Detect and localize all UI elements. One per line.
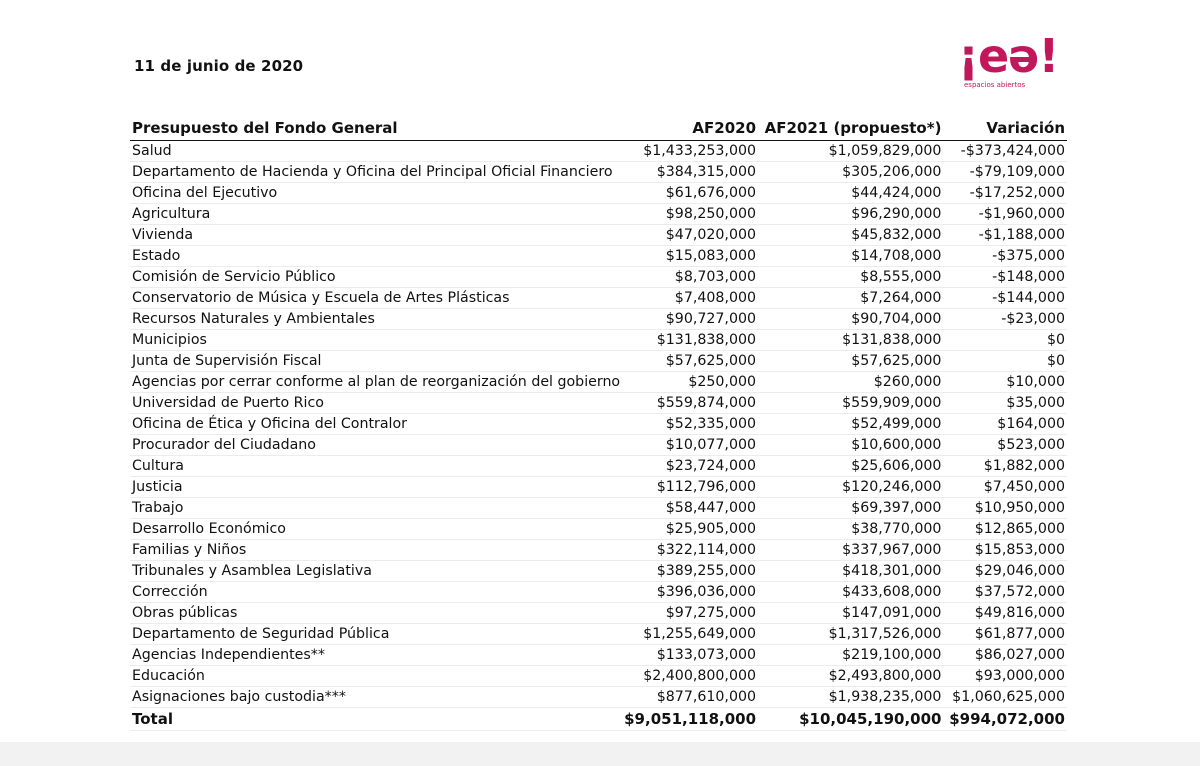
- cell-af2020: $25,905,000: [622, 519, 758, 540]
- espacios-abiertos-logo: [958, 29, 1068, 95]
- cell-agency: Agencias por cerrar conforme al plan de reorganización del gobierno: [130, 372, 622, 393]
- cell-af2021: $305,206,000: [758, 162, 943, 183]
- cell-af2020: $1,433,253,000: [622, 141, 758, 162]
- cell-af2021: $1,317,526,000: [758, 624, 943, 645]
- cell-agency: Departamento de Seguridad Pública: [130, 624, 622, 645]
- cell-agency: Salud: [130, 141, 622, 162]
- cell-af2021: $52,499,000: [758, 414, 943, 435]
- cell-af2021: $131,838,000: [758, 330, 943, 351]
- cell-af2021: $8,555,000: [758, 267, 943, 288]
- total-row: [130, 708, 1067, 731]
- cell-af2020: $90,727,000: [622, 309, 758, 330]
- table-header-row: [130, 117, 1067, 141]
- cell-af2020: $7,408,000: [622, 288, 758, 309]
- cell-variacion: -$373,424,000: [943, 141, 1067, 162]
- cell-variacion: $523,000: [943, 435, 1067, 456]
- cell-agency: Departamento de Hacienda y Oficina del Principal Oficial Financiero: [130, 162, 622, 183]
- cell-agency: Procurador del Ciudadano: [130, 435, 622, 456]
- table-row: [130, 435, 1067, 456]
- cell-agency: Corrección: [130, 582, 622, 603]
- cell-af2020: $322,114,000: [622, 540, 758, 561]
- table-row: [130, 624, 1067, 645]
- bottom-margin: [0, 742, 1200, 766]
- budget-table: [130, 117, 1067, 731]
- cell-agency: Municipios: [130, 330, 622, 351]
- cell-variacion: -$79,109,000: [943, 162, 1067, 183]
- table-row: [130, 582, 1067, 603]
- table-row: [130, 267, 1067, 288]
- logo-mark: ¡eə!: [958, 29, 1059, 83]
- cell-agency: Oficina del Ejecutivo: [130, 183, 622, 204]
- cell-af2020: $61,676,000: [622, 183, 758, 204]
- cell-variacion: $1,882,000: [943, 456, 1067, 477]
- table-row: [130, 540, 1067, 561]
- cell-af2020: $57,625,000: [622, 351, 758, 372]
- cell-af2020: $10,077,000: [622, 435, 758, 456]
- table-row: [130, 351, 1067, 372]
- cell-variacion: $12,865,000: [943, 519, 1067, 540]
- cell-af2021: $38,770,000: [758, 519, 943, 540]
- table-row: [130, 372, 1067, 393]
- cell-variacion: $0: [943, 330, 1067, 351]
- cell-af2021: $57,625,000: [758, 351, 943, 372]
- cell-af2021: $14,708,000: [758, 246, 943, 267]
- cell-af2021: $147,091,000: [758, 603, 943, 624]
- cell-variacion: -$17,252,000: [943, 183, 1067, 204]
- cell-af2020: $23,724,000: [622, 456, 758, 477]
- table-row: [130, 603, 1067, 624]
- table-body: [130, 141, 1067, 708]
- cell-variacion: -$23,000: [943, 309, 1067, 330]
- table-row: [130, 246, 1067, 267]
- cell-variacion: -$148,000: [943, 267, 1067, 288]
- cell-variacion: $0: [943, 351, 1067, 372]
- cell-agency: Universidad de Puerto Rico: [130, 393, 622, 414]
- cell-agency: Cultura: [130, 456, 622, 477]
- column-header-agency: Presupuesto del Fondo General: [130, 117, 622, 141]
- cell-af2020: $131,838,000: [622, 330, 758, 351]
- cell-variacion: $7,450,000: [943, 477, 1067, 498]
- column-header-af2021: AF2021 (propuesto*): [758, 117, 943, 141]
- table-row: [130, 645, 1067, 666]
- cell-af2020: $877,610,000: [622, 687, 758, 708]
- cell-variacion: -$1,960,000: [943, 204, 1067, 225]
- column-header-variacion: Variación: [943, 117, 1067, 141]
- cell-variacion: $15,853,000: [943, 540, 1067, 561]
- cell-af2021: $44,424,000: [758, 183, 943, 204]
- total-af2020: $9,051,118,000: [622, 708, 758, 731]
- table-row: [130, 141, 1067, 162]
- cell-af2020: $58,447,000: [622, 498, 758, 519]
- cell-af2021: $337,967,000: [758, 540, 943, 561]
- column-header-af2020: AF2020: [622, 117, 758, 141]
- table-row: [130, 309, 1067, 330]
- cell-variacion: $37,572,000: [943, 582, 1067, 603]
- cell-af2020: $98,250,000: [622, 204, 758, 225]
- logo-tagline: espacios abiertos: [964, 81, 1026, 89]
- cell-agency: Asignaciones bajo custodia***: [130, 687, 622, 708]
- cell-af2021: $219,100,000: [758, 645, 943, 666]
- table-row: [130, 204, 1067, 225]
- cell-af2021: $1,059,829,000: [758, 141, 943, 162]
- cell-af2021: $10,600,000: [758, 435, 943, 456]
- cell-agency: Conservatorio de Música y Escuela de Artes Plásticas: [130, 288, 622, 309]
- table-row: [130, 393, 1067, 414]
- cell-af2020: $2,400,800,000: [622, 666, 758, 687]
- cell-af2021: $69,397,000: [758, 498, 943, 519]
- table-row: [130, 414, 1067, 435]
- cell-variacion: -$1,188,000: [943, 225, 1067, 246]
- cell-agency: Trabajo: [130, 498, 622, 519]
- table-row: [130, 288, 1067, 309]
- cell-variacion: $1,060,625,000: [943, 687, 1067, 708]
- cell-variacion: $61,877,000: [943, 624, 1067, 645]
- cell-af2020: $1,255,649,000: [622, 624, 758, 645]
- cell-agency: Obras públicas: [130, 603, 622, 624]
- cell-variacion: $49,816,000: [943, 603, 1067, 624]
- cell-af2021: $2,493,800,000: [758, 666, 943, 687]
- cell-af2020: $389,255,000: [622, 561, 758, 582]
- table-row: [130, 162, 1067, 183]
- table-row: [130, 519, 1067, 540]
- cell-agency: Recursos Naturales y Ambientales: [130, 309, 622, 330]
- cell-agency: Justicia: [130, 477, 622, 498]
- cell-af2020: $15,083,000: [622, 246, 758, 267]
- cell-af2021: $90,704,000: [758, 309, 943, 330]
- table-row: [130, 183, 1067, 204]
- cell-af2020: $396,036,000: [622, 582, 758, 603]
- cell-af2021: $433,608,000: [758, 582, 943, 603]
- cell-variacion: $164,000: [943, 414, 1067, 435]
- cell-variacion: -$144,000: [943, 288, 1067, 309]
- cell-variacion: $10,000: [943, 372, 1067, 393]
- cell-variacion: $86,027,000: [943, 645, 1067, 666]
- table-row: [130, 477, 1067, 498]
- cell-agency: Estado: [130, 246, 622, 267]
- cell-agency: Agencias Independientes**: [130, 645, 622, 666]
- table-row: [130, 666, 1067, 687]
- table-row: [130, 687, 1067, 708]
- cell-af2021: $25,606,000: [758, 456, 943, 477]
- cell-variacion: -$375,000: [943, 246, 1067, 267]
- cell-variacion: $10,950,000: [943, 498, 1067, 519]
- cell-agency: Desarrollo Económico: [130, 519, 622, 540]
- cell-af2021: $45,832,000: [758, 225, 943, 246]
- cell-af2020: $112,796,000: [622, 477, 758, 498]
- cell-af2021: $260,000: [758, 372, 943, 393]
- cell-af2021: $559,909,000: [758, 393, 943, 414]
- cell-agency: Agricultura: [130, 204, 622, 225]
- cell-af2021: $7,264,000: [758, 288, 943, 309]
- cell-af2021: $120,246,000: [758, 477, 943, 498]
- cell-agency: Educación: [130, 666, 622, 687]
- table-row: [130, 330, 1067, 351]
- cell-af2021: $418,301,000: [758, 561, 943, 582]
- cell-agency: Oficina de Ética y Oficina del Contralor: [130, 414, 622, 435]
- cell-af2020: $559,874,000: [622, 393, 758, 414]
- cell-agency: Familias y Niños: [130, 540, 622, 561]
- cell-agency: Vivienda: [130, 225, 622, 246]
- cell-variacion: $35,000: [943, 393, 1067, 414]
- cell-af2020: $133,073,000: [622, 645, 758, 666]
- table-row: [130, 225, 1067, 246]
- cell-af2020: $8,703,000: [622, 267, 758, 288]
- table-row: [130, 561, 1067, 582]
- cell-af2021: $96,290,000: [758, 204, 943, 225]
- document-date: 11 de junio de 2020: [134, 57, 304, 75]
- cell-agency: Junta de Supervisión Fiscal: [130, 351, 622, 372]
- total-variacion: $994,072,000: [943, 708, 1067, 731]
- table-row: [130, 456, 1067, 477]
- cell-af2020: $47,020,000: [622, 225, 758, 246]
- table-row: [130, 498, 1067, 519]
- cell-af2020: $384,315,000: [622, 162, 758, 183]
- total-label: Total: [130, 708, 622, 731]
- cell-af2021: $1,938,235,000: [758, 687, 943, 708]
- cell-variacion: $93,000,000: [943, 666, 1067, 687]
- cell-variacion: $29,046,000: [943, 561, 1067, 582]
- cell-af2020: $52,335,000: [622, 414, 758, 435]
- cell-af2020: $97,275,000: [622, 603, 758, 624]
- cell-af2020: $250,000: [622, 372, 758, 393]
- cell-agency: Tribunales y Asamblea Legislativa: [130, 561, 622, 582]
- cell-agency: Comisión de Servicio Público: [130, 267, 622, 288]
- total-af2021: $10,045,190,000: [758, 708, 943, 731]
